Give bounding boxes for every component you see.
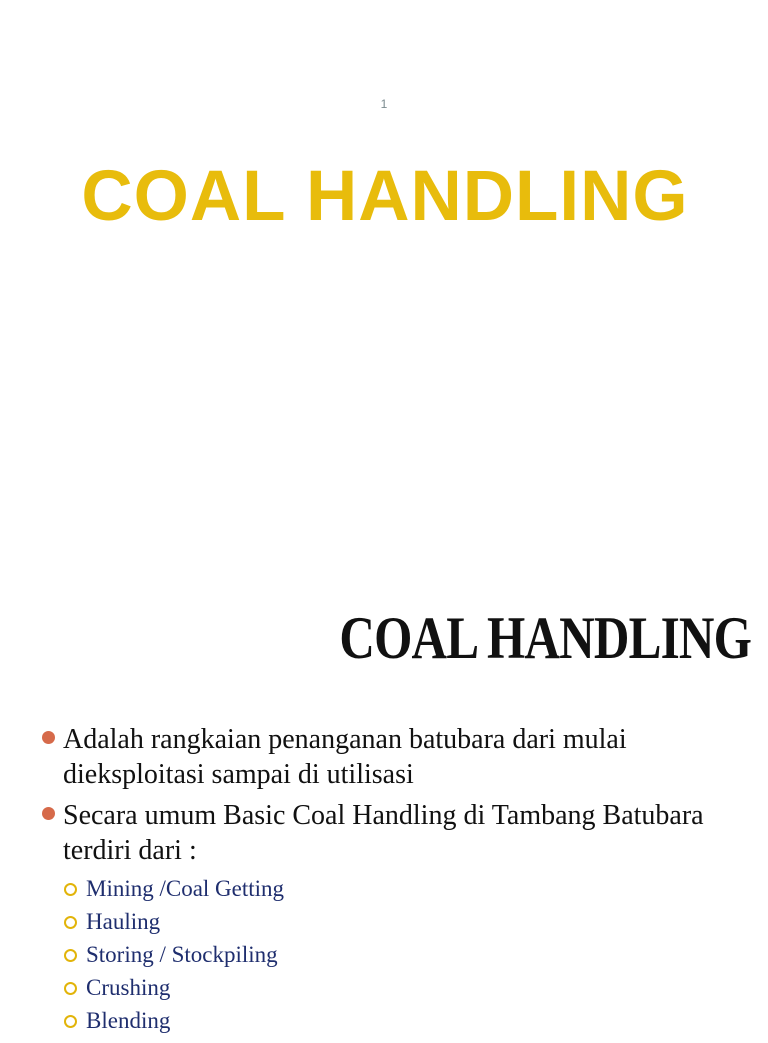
sub-bullet-item	[63, 971, 756, 1004]
ring-bullet-icon	[64, 883, 77, 896]
bullet-list	[36, 722, 756, 1043]
slide-title: COAL HANDLING	[81, 157, 689, 236]
sub-bullet-item	[63, 872, 756, 905]
sub-bullet-text: Crushing	[86, 975, 171, 1000]
ring-bullet-icon	[64, 982, 77, 995]
bullet-dot-icon	[42, 731, 55, 744]
bullet-dot-icon	[42, 807, 55, 820]
bullet-text: Secara umum Basic Coal Handling di Tambang Batubara terdiri dari :	[63, 800, 704, 866]
sub-bullet-text: Blending	[86, 1008, 171, 1033]
bullet-text: Adalah rangkaian penanganan batubara dari mulai dieksploitasi sampai di utilisasi	[63, 724, 627, 790]
sub-bullet-item	[63, 1004, 756, 1037]
sub-bullet-item	[63, 905, 756, 938]
page-number: 1	[380, 97, 388, 111]
ring-bullet-icon	[64, 916, 77, 929]
sub-bullet-item	[63, 938, 756, 971]
ring-bullet-icon	[64, 949, 77, 962]
sub-bullet-text: Storing / Stockpiling	[86, 942, 278, 967]
bullet-item	[36, 798, 756, 1037]
bullet-item	[36, 722, 756, 792]
slide-heading: COAL HANDLING	[339, 605, 751, 671]
ring-bullet-icon	[64, 1015, 77, 1028]
sub-bullet-list	[63, 872, 756, 1037]
sub-bullet-text: Hauling	[86, 909, 161, 934]
sub-bullet-text: Mining /Coal Getting	[86, 876, 285, 901]
